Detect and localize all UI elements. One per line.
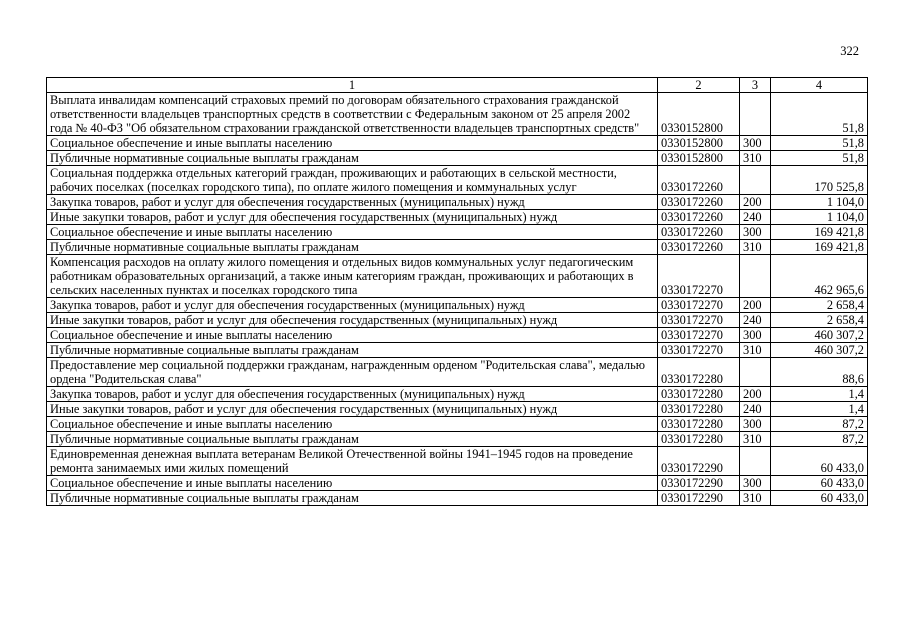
row-type-cell	[740, 358, 771, 387]
row-type-cell: 310	[740, 240, 771, 255]
row-code-cell: 0330172260	[658, 166, 740, 195]
row-type-cell: 300	[740, 417, 771, 432]
table-row	[47, 195, 868, 210]
row-amount-cell: 460 307,2	[771, 343, 868, 358]
table-row	[47, 432, 868, 447]
row-amount-cell: 169 421,8	[771, 240, 868, 255]
row-type-cell: 310	[740, 491, 771, 506]
row-amount-cell: 2 658,4	[771, 313, 868, 328]
row-code-cell: 0330172290	[658, 447, 740, 476]
row-amount-cell: 88,6	[771, 358, 868, 387]
row-amount-cell: 1,4	[771, 402, 868, 417]
row-name-cell: Социальное обеспечение и иные выплаты населению	[47, 225, 658, 240]
row-code-cell: 0330172270	[658, 298, 740, 313]
header-col-2: 2	[658, 78, 740, 93]
table-row	[47, 343, 868, 358]
row-code-cell: 0330152800	[658, 136, 740, 151]
row-type-cell: 310	[740, 343, 771, 358]
row-code-cell: 0330172260	[658, 240, 740, 255]
row-amount-cell: 2 658,4	[771, 298, 868, 313]
row-amount-cell: 170 525,8	[771, 166, 868, 195]
row-type-cell: 300	[740, 225, 771, 240]
row-name-cell: Социальная поддержка отдельных категорий граждан, проживающих и работающих в сельской местности, рабочих поселках (поселках городского типа), по оплате жилого помещения и коммунальных услуг	[47, 166, 658, 195]
row-code-cell: 0330152800	[658, 93, 740, 136]
row-type-cell: 310	[740, 151, 771, 166]
table-row	[47, 298, 868, 313]
header-col-1: 1	[47, 78, 658, 93]
table-row	[47, 166, 868, 195]
row-type-cell	[740, 255, 771, 298]
row-type-cell: 240	[740, 402, 771, 417]
row-name-cell: Предоставление мер социальной поддержки гражданам, награжденным орденом "Родительская слава", медалью ордена "Родительская слава"	[47, 358, 658, 387]
row-amount-cell: 51,8	[771, 93, 868, 136]
row-code-cell: 0330172270	[658, 255, 740, 298]
header-row	[47, 78, 868, 93]
table-row	[47, 240, 868, 255]
header-col-3: 3	[740, 78, 771, 93]
table-row	[47, 151, 868, 166]
table-row	[47, 358, 868, 387]
row-name-cell: Социальное обеспечение и иные выплаты населению	[47, 136, 658, 151]
row-name-cell: Публичные нормативные социальные выплаты гражданам	[47, 343, 658, 358]
row-amount-cell: 1 104,0	[771, 195, 868, 210]
row-name-cell: Иные закупки товаров, работ и услуг для обеспечения государственных (муниципальных) нужд	[47, 402, 658, 417]
table-row	[47, 255, 868, 298]
row-name-cell: Социальное обеспечение и иные выплаты населению	[47, 476, 658, 491]
row-type-cell	[740, 93, 771, 136]
row-code-cell: 0330172280	[658, 402, 740, 417]
row-amount-cell: 1,4	[771, 387, 868, 402]
table-row	[47, 328, 868, 343]
row-code-cell: 0330172280	[658, 432, 740, 447]
table-row	[47, 476, 868, 491]
row-code-cell: 0330172270	[658, 328, 740, 343]
table-row	[47, 136, 868, 151]
header-col-4: 4	[771, 78, 868, 93]
page-number: 322	[840, 44, 859, 58]
row-type-cell: 310	[740, 432, 771, 447]
row-name-cell: Иные закупки товаров, работ и услуг для обеспечения государственных (муниципальных) нужд	[47, 313, 658, 328]
row-name-cell: Публичные нормативные социальные выплаты гражданам	[47, 151, 658, 166]
row-type-cell: 200	[740, 298, 771, 313]
row-type-cell	[740, 166, 771, 195]
table-row	[47, 417, 868, 432]
row-amount-cell: 169 421,8	[771, 225, 868, 240]
row-name-cell: Социальное обеспечение и иные выплаты населению	[47, 328, 658, 343]
row-name-cell: Закупка товаров, работ и услуг для обеспечения государственных (муниципальных) нужд	[47, 387, 658, 402]
row-amount-cell: 60 433,0	[771, 491, 868, 506]
row-code-cell: 0330172270	[658, 343, 740, 358]
row-amount-cell: 51,8	[771, 151, 868, 166]
row-name-cell: Закупка товаров, работ и услуг для обеспечения государственных (муниципальных) нужд	[47, 195, 658, 210]
row-type-cell: 200	[740, 387, 771, 402]
table-row	[47, 447, 868, 476]
row-code-cell: 0330172260	[658, 210, 740, 225]
row-code-cell: 0330172280	[658, 417, 740, 432]
table-body	[47, 78, 868, 506]
row-code-cell: 0330152800	[658, 151, 740, 166]
row-amount-cell: 87,2	[771, 417, 868, 432]
row-name-cell: Социальное обеспечение и иные выплаты населению	[47, 417, 658, 432]
row-name-cell: Закупка товаров, работ и услуг для обеспечения государственных (муниципальных) нужд	[47, 298, 658, 313]
row-name-cell: Публичные нормативные социальные выплаты гражданам	[47, 432, 658, 447]
row-name-cell: Компенсация расходов на оплату жилого помещения и отдельных видов коммунальных услуг педагогическим работникам образовательных организаций, а также иным категориям граждан, проживающих и работающих в сельских населенных пунктах и поселках городского типа	[47, 255, 658, 298]
row-code-cell: 0330172260	[658, 225, 740, 240]
row-amount-cell: 1 104,0	[771, 210, 868, 225]
row-name-cell: Публичные нормативные социальные выплаты гражданам	[47, 491, 658, 506]
row-amount-cell: 460 307,2	[771, 328, 868, 343]
row-name-cell: Выплата инвалидам компенсаций страховых премий по договорам обязательного страхования гражданской ответственности владельцев транспортных средств в соответствии с Федеральным законом от 25 апреля 2002 года № 40-ФЗ "Об обязательном страховании гражданской ответственности владельцев транспортных средств"	[47, 93, 658, 136]
row-code-cell: 0330172270	[658, 313, 740, 328]
row-code-cell: 0330172260	[658, 195, 740, 210]
row-amount-cell: 462 965,6	[771, 255, 868, 298]
row-name-cell: Иные закупки товаров, работ и услуг для обеспечения государственных (муниципальных) нужд	[47, 210, 658, 225]
table-row	[47, 491, 868, 506]
row-amount-cell: 60 433,0	[771, 447, 868, 476]
row-type-cell: 240	[740, 210, 771, 225]
row-code-cell: 0330172280	[658, 358, 740, 387]
row-type-cell: 240	[740, 313, 771, 328]
table-row	[47, 402, 868, 417]
row-type-cell: 300	[740, 328, 771, 343]
row-amount-cell: 87,2	[771, 432, 868, 447]
row-code-cell: 0330172280	[658, 387, 740, 402]
row-amount-cell: 51,8	[771, 136, 868, 151]
row-type-cell: 200	[740, 195, 771, 210]
table-row	[47, 93, 868, 136]
table-row	[47, 210, 868, 225]
row-name-cell: Единовременная денежная выплата ветеранам Великой Отечественной войны 1941–1945 годов на проведение ремонта занимаемых ими жилых помещений	[47, 447, 658, 476]
row-amount-cell: 60 433,0	[771, 476, 868, 491]
table-row	[47, 313, 868, 328]
row-type-cell: 300	[740, 476, 771, 491]
row-code-cell: 0330172290	[658, 491, 740, 506]
row-type-cell	[740, 447, 771, 476]
row-code-cell: 0330172290	[658, 476, 740, 491]
table-row	[47, 225, 868, 240]
table-row	[47, 387, 868, 402]
row-name-cell: Публичные нормативные социальные выплаты гражданам	[47, 240, 658, 255]
budget-table	[46, 77, 868, 506]
row-type-cell: 300	[740, 136, 771, 151]
